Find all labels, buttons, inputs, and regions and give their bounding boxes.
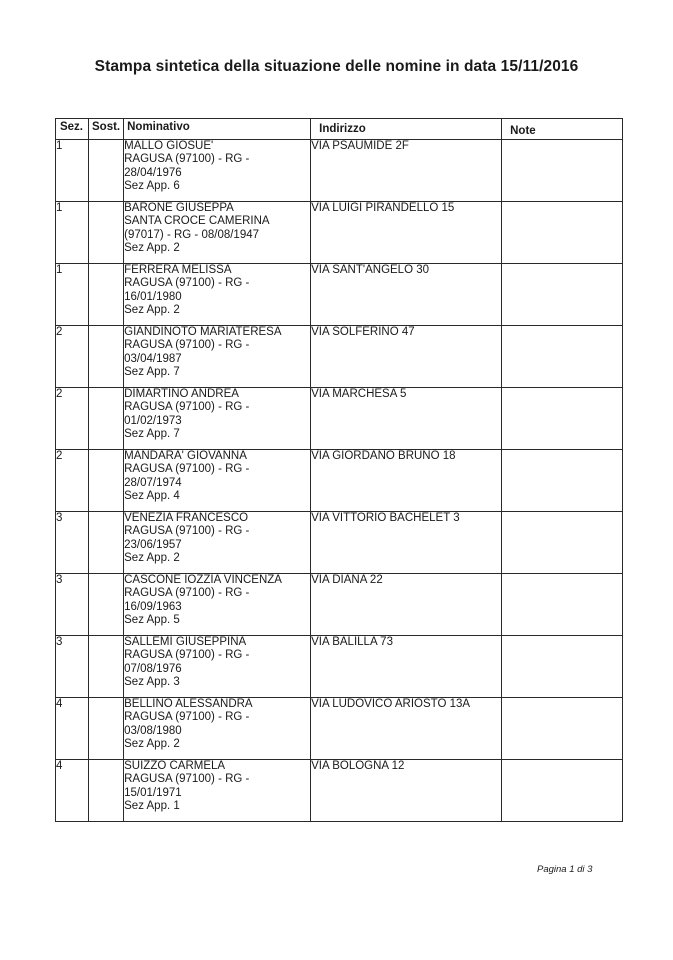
cell-note (502, 573, 623, 635)
cell-nominativo (124, 449, 311, 511)
cell-indirizzo: VIA SOLFERINO 47 (311, 325, 502, 387)
cell-sost (89, 573, 124, 635)
nominativo-line: BARONE GIUSEPPA (124, 201, 234, 214)
cell-sost (89, 697, 124, 759)
nominativo-line: RAGUSA (97100) - RG - (124, 525, 250, 537)
cell-note (502, 387, 623, 449)
cell-indirizzo: VIA VITTORIO BACHELET 3 (311, 511, 502, 573)
nominativo-line: Sez App. 6 (124, 180, 180, 192)
table-header-row (56, 119, 623, 140)
header-sost: Sost. (89, 119, 124, 140)
nominativo-line: 23/06/1957 (124, 538, 182, 551)
nominativo-line: Sez App. 7 (124, 366, 180, 378)
nominativo-line: Sez App. 2 (124, 304, 180, 316)
nominativo-line: SANTA CROCE CAMERINA (124, 215, 270, 227)
nominativo-line: MALLO GIOSUE' (124, 139, 214, 152)
cell-note (502, 263, 623, 325)
nominativo-line: Sez App. 7 (124, 428, 180, 440)
cell-nominativo (124, 635, 311, 697)
nominativo-line: FERRERA MELISSA (124, 263, 232, 276)
nominativo-line: 03/04/1987 (124, 352, 182, 365)
cell-sez: 3 (56, 635, 89, 697)
nominativo-line: Sez App. 2 (124, 242, 180, 254)
cell-note (502, 697, 623, 759)
cell-sost (89, 139, 124, 201)
cell-indirizzo: VIA PSAUMIDE 2F (311, 139, 502, 201)
nominativo-line: Sez App. 3 (124, 676, 180, 688)
table-row (56, 635, 623, 697)
cell-note (502, 325, 623, 387)
nominativo-line: RAGUSA (97100) - RG - (124, 773, 250, 785)
cell-indirizzo: VIA LUIGI PIRANDELLO 15 (311, 201, 502, 263)
cell-sost (89, 511, 124, 573)
nominativo-line: RAGUSA (97100) - RG - (124, 401, 250, 413)
nominativo-line: VENEZIA FRANCESCO (124, 511, 249, 524)
nominativo-line: CASCONE IOZZIA VINCENZA (124, 573, 282, 586)
cell-sez: 3 (56, 573, 89, 635)
cell-sez: 2 (56, 325, 89, 387)
cell-note (502, 201, 623, 263)
table-row (56, 573, 623, 635)
cell-sez: 1 (56, 263, 89, 325)
nominativo-line: RAGUSA (97100) - RG - (124, 649, 250, 661)
nominativo-line: (97017) - RG - 08/08/1947 (124, 228, 260, 241)
nominativo-line: 16/09/1963 (124, 600, 182, 613)
nominativo-line: 07/08/1976 (124, 662, 182, 675)
nominativo-line: 28/04/1976 (124, 166, 182, 179)
cell-nominativo (124, 573, 311, 635)
header-note: Note (502, 119, 623, 140)
cell-indirizzo: VIA LUDOVICO ARIOSTO 13A (311, 697, 502, 759)
cell-sez: 4 (56, 697, 89, 759)
cell-sez: 2 (56, 387, 89, 449)
cell-nominativo (124, 139, 311, 201)
cell-sost (89, 263, 124, 325)
cell-sost (89, 759, 124, 821)
nominativo-line: GIANDINOTO MARIATERESA (124, 325, 282, 338)
cell-note (502, 449, 623, 511)
nominativo-line: Sez App. 2 (124, 738, 180, 750)
cell-nominativo (124, 697, 311, 759)
nominativo-line: BELLINO ALESSANDRA (124, 697, 253, 710)
cell-indirizzo: VIA SANT'ANGELO 30 (311, 263, 502, 325)
header-indirizzo: Indirizzo (311, 119, 502, 140)
table-row (56, 697, 623, 759)
cell-note (502, 635, 623, 697)
nominativo-line: Sez App. 4 (124, 490, 180, 502)
nominativo-line: MANDARA' GIOVANNA (124, 449, 247, 462)
nominativo-line: RAGUSA (97100) - RG - (124, 153, 250, 165)
header-nominativo: Nominativo (124, 119, 311, 140)
cell-sez: 2 (56, 449, 89, 511)
table-row (56, 387, 623, 449)
cell-sost (89, 201, 124, 263)
cell-indirizzo: VIA BALILLA 73 (311, 635, 502, 697)
cell-sez: 1 (56, 139, 89, 201)
nominativo-line: RAGUSA (97100) - RG - (124, 463, 250, 475)
nominativo-line: RAGUSA (97100) - RG - (124, 587, 250, 599)
cell-nominativo (124, 201, 311, 263)
table-row (56, 201, 623, 263)
header-sez: Sez. (56, 119, 89, 140)
nominativo-line: 03/08/1980 (124, 724, 182, 737)
cell-indirizzo: VIA BOLOGNA 12 (311, 759, 502, 821)
table-row (56, 139, 623, 201)
cell-nominativo (124, 263, 311, 325)
nominativo-line: DIMARTINO ANDREA (124, 387, 239, 400)
cell-sost (89, 325, 124, 387)
cell-sost (89, 387, 124, 449)
cell-nominativo (124, 325, 311, 387)
document-title: Stampa sintetica della situazione delle nomine in data 15/11/2016 (94, 58, 579, 75)
cell-note (502, 511, 623, 573)
table-row (56, 325, 623, 387)
nominativo-line: Sez App. 2 (124, 552, 180, 564)
nominativo-line: 01/02/1973 (124, 414, 182, 427)
cell-sost (89, 635, 124, 697)
table-row (56, 449, 623, 511)
cell-indirizzo: VIA GIORDANO BRUNO 18 (311, 449, 502, 511)
cell-sost (89, 449, 124, 511)
cell-nominativo (124, 759, 311, 821)
nominativo-line: 15/01/1971 (124, 786, 182, 799)
cell-nominativo (124, 387, 311, 449)
cell-indirizzo: VIA DIANA 22 (311, 573, 502, 635)
cell-note (502, 759, 623, 821)
nominativo-line: SALLEMI GIUSEPPINA (124, 635, 247, 648)
nominativo-line: 28/07/1974 (124, 476, 182, 489)
table-row (56, 759, 623, 821)
page-number: Pagina 1 di 3 (537, 864, 593, 875)
nominativo-line: Sez App. 5 (124, 614, 180, 626)
cell-sez: 1 (56, 201, 89, 263)
nominativo-line: SUIZZO CARMELA (124, 759, 226, 772)
nominativo-line: RAGUSA (97100) - RG - (124, 339, 250, 351)
nominativo-line: RAGUSA (97100) - RG - (124, 277, 250, 289)
cell-sez: 3 (56, 511, 89, 573)
cell-indirizzo: VIA MARCHESA 5 (311, 387, 502, 449)
cell-sez: 4 (56, 759, 89, 821)
cell-nominativo (124, 511, 311, 573)
table-row (56, 511, 623, 573)
nomine-table (55, 118, 623, 822)
table-row (56, 263, 623, 325)
nominativo-line: 16/01/1980 (124, 290, 182, 303)
nominativo-line: RAGUSA (97100) - RG - (124, 711, 250, 723)
cell-note (502, 139, 623, 201)
nominativo-line: Sez App. 1 (124, 800, 180, 812)
